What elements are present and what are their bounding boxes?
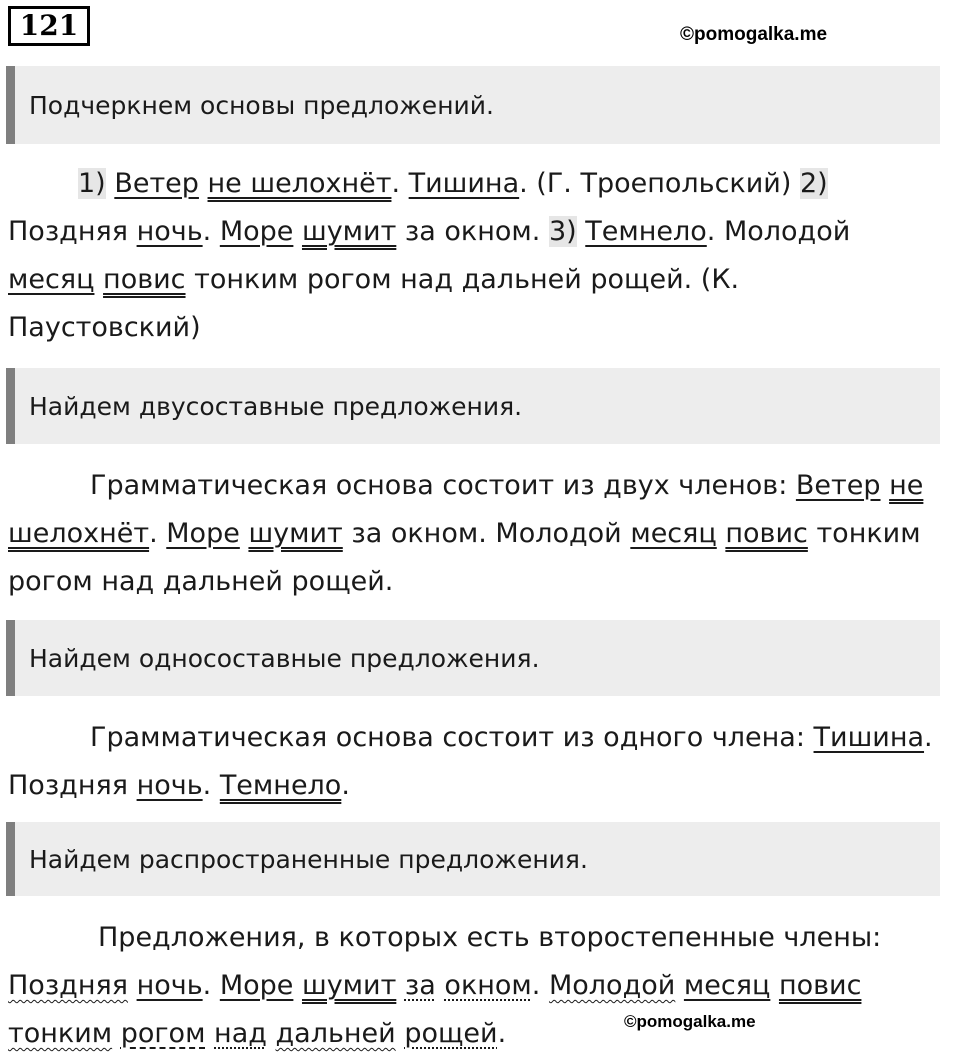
text: . (Г. Троепольский) (519, 168, 792, 199)
adverbial: окном (444, 970, 532, 1001)
subject: месяц (683, 970, 771, 1001)
subject: ночь (136, 770, 203, 801)
text: Поздняя (8, 216, 128, 247)
text: Молодой (495, 518, 622, 549)
punct: . (341, 770, 350, 801)
subject: Ветер (795, 470, 881, 501)
subject: ночь (136, 216, 203, 247)
predicate: шумит (301, 216, 397, 247)
adverbial: над (214, 1018, 267, 1049)
object: рогом (120, 1018, 206, 1049)
text: Предложения, в которых есть второстепенные члены: (98, 922, 882, 953)
text: . Молодой (706, 216, 851, 247)
sentence-number: 1) (78, 168, 106, 199)
subject: Море (219, 970, 294, 1001)
subject: Темнело (585, 216, 707, 247)
subject: Тишина (408, 168, 520, 199)
text: тонким рогом над дальней рощей. (К. Паустовский) (8, 264, 740, 343)
text: за окном. (404, 216, 541, 247)
subject: ночь (136, 970, 203, 1001)
text: Грамматическая основа состоит из двух членов: (90, 470, 788, 501)
predicate: повис (725, 518, 808, 549)
adverbial: рощей (404, 1018, 498, 1049)
section-heading-extended (6, 822, 940, 896)
subject: месяц (8, 264, 95, 295)
watermark-top: ©pomogalka.me (680, 24, 828, 45)
heading-text: Подчеркнем основы предложений. (29, 90, 494, 120)
heading-text: Найдем распространенные предложения. (29, 844, 588, 874)
predicate: повис (778, 970, 862, 1001)
punct: . (202, 216, 212, 247)
text: за окном. (351, 518, 487, 549)
attribute: Молодой (548, 970, 676, 1001)
predicate: не шелохнёт (8, 470, 924, 549)
section-heading-one-part (6, 620, 940, 696)
sentence-number: 2) (799, 168, 828, 199)
heading-text: Найдем двусоставные предложения. (29, 391, 523, 421)
watermark-bottom: ©pomogalka.me (624, 1012, 756, 1031)
attribute: Поздняя (8, 970, 128, 1001)
sentence-number: 3) (548, 216, 577, 247)
subject: Ветер (114, 168, 199, 199)
text: Грамматическая основа состоит из одного члена: (90, 722, 805, 753)
paragraph-one-part (8, 714, 938, 810)
attribute: дальней (275, 1018, 396, 1049)
predicate: шумит (248, 518, 343, 549)
subject: месяц (630, 518, 717, 549)
subject: Море (219, 216, 294, 247)
task-number: 121 (8, 6, 90, 46)
text: тонким рогом над дальней рощей. (8, 518, 921, 597)
section-heading-bases (6, 66, 940, 144)
predicate: не шелохнёт (207, 168, 392, 199)
predicate: повис (103, 264, 186, 295)
adverbial: за (404, 970, 436, 1001)
paragraph-sentences (8, 160, 938, 352)
section-heading-two-part (6, 368, 940, 444)
attribute: тонким (8, 1018, 113, 1049)
punct: . (531, 970, 541, 1001)
paragraph-extended (8, 914, 938, 1058)
punct: . (391, 168, 401, 199)
heading-text: Найдем односоставные предложения. (29, 643, 540, 673)
punct: . (497, 1018, 507, 1049)
subject: Море (166, 518, 240, 549)
predicate: Темнело (219, 770, 342, 801)
subject: Тишина (813, 722, 925, 753)
predicate: шумит (301, 970, 397, 1001)
punct: . (149, 518, 158, 549)
text: . Поздняя (8, 722, 933, 801)
punct: . (202, 770, 212, 801)
punct: . (202, 970, 212, 1001)
paragraph-two-part (8, 462, 938, 606)
